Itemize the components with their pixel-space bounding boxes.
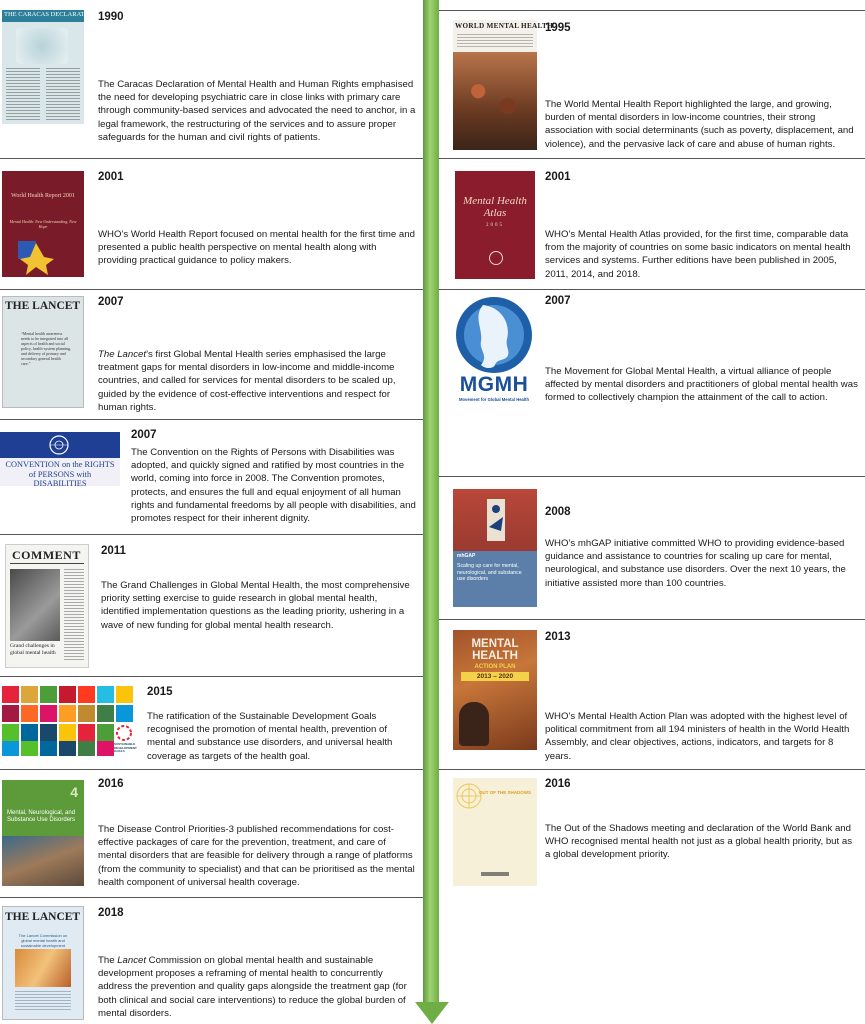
timeline-arrow-shaft <box>423 0 439 1004</box>
divider <box>0 419 423 420</box>
event-description: WHO’s Mental Health Action Plan was adopted with the highest level of political commitment from all 194 ministers of health in the World Health Assembly, and clear objectives, actions, indicators, and targets for 8 years. <box>545 711 850 762</box>
divider <box>0 158 423 159</box>
event-description: WHO’s Mental Health Atlas provided, for the first time, comparable data from the majority of countries on some basic indicators on mental health services and systems. Further editions have been published in 2005, 2011, 2014, and 2018. <box>545 229 851 280</box>
event-description: WHO’s mhGAP initiative committed WHO to providing evidence-based guidance and assistance to countries for scaling up care for mental, neurological, and substance use disorders. Over the next 10 years, the initiative assisted more than 100 countries. <box>545 538 846 589</box>
event-description: The Grand Challenges in Global Mental Health, the most comprehensive priority setting exercise to guide research in global mental health, identified implementation questions as the leading priority, ushering in a wave of new funding for global mental health research. <box>101 580 410 631</box>
event-year: 2018 <box>98 907 124 919</box>
divider <box>439 158 865 159</box>
world-health-report-2001-cover: World Health Report 2001 Mental Health: New Understanding, New Hope <box>2 171 84 277</box>
divider <box>439 476 865 477</box>
caracas-declaration-cover: THE CARACAS DECLARATION <box>2 10 84 124</box>
divider <box>439 769 865 770</box>
event-description: The Lancet’s first Global Mental Health series emphasised the large treatment gaps for mental disorders in low-income and middle-income countries, and called for services for mental disorders to be scaled up, guided by the evidence of cost-effective interventions and respect for human rights. <box>98 349 396 413</box>
crpd-cover: CONVENTION on the RIGHTS of PERSONS with DISABILITIES <box>0 432 120 486</box>
divider <box>439 10 865 11</box>
divider <box>0 769 423 770</box>
event-year: 2016 <box>98 778 124 790</box>
event-description: The ratification of the Sustainable Development Goals recognised the promotion of mental health, prevention of mental and substance use disorders, and universal health coverage as targets of the health goal. <box>147 711 393 762</box>
event-description: The Lancet Commission on global mental health and sustainable development proposes a reframing of mental health to concurrently address the prevention and quality gaps alongside the treatment gap (for both clinical and social care interventions) to reduce the global burden of mental disorders. <box>98 955 407 1019</box>
dcp3-cover: 4 Mental, Neurological, and Substance Use Disorders <box>2 780 84 886</box>
divider <box>439 619 865 620</box>
lancet-commission-cover: THE LANCET The Lancet Commission on global mental health and sustainable development <box>2 906 84 1020</box>
event-year: 2007 <box>131 429 157 441</box>
event-description: The Movement for Global Mental Health, a virtual alliance of people affected by mental disorders and practitioners of global mental health was formed to collectively champion the attainment of the call to action. <box>545 366 858 404</box>
event-year: 2016 <box>545 778 571 790</box>
lancet-series-cover: THE LANCET “Mental health awareness needs to be integrated into all aspects of health and social policy, health-system planning, and delivery of primary and secondary general health care.” <box>2 296 84 408</box>
divider <box>0 897 423 898</box>
event-description: The Out of the Shadows meeting and declaration of the World Bank and WHO recognised mental health not just as a global health priority, but as a global development priority. <box>545 823 852 861</box>
timeline-arrow-head <box>415 1002 449 1024</box>
event-year: 2007 <box>545 295 571 307</box>
event-year: 2015 <box>147 686 173 698</box>
event-year: 2007 <box>98 296 124 308</box>
divider <box>439 289 865 290</box>
event-description: The Caracas Declaration of Mental Health and Human Rights emphasised the need for developing psychiatric care in close links with primary care through community-based services and advocated the need to anchor, in a legal framework, the restructuring of the services and to assure proper safeguards for the human and civil rights of patients. <box>98 79 416 143</box>
event-year: 2011 <box>101 545 126 557</box>
divider <box>0 289 423 290</box>
event-description: The Disease Control Priorities-3 published recommendations for cost-effective packages of care for the prevention, treatment, and care of mental disorders that are feasible for delivery through a range of platforms (from the community to specialist) and that can be prioritised as the mental health component of universal health coverage. <box>98 824 415 888</box>
mental-health-action-plan-cover: MENTAL HEALTH ACTION PLAN 2013 – 2020 <box>453 630 537 750</box>
sdg-icons-grid: SUSTAINABLE DEVELOPMENT GOALS <box>2 686 135 758</box>
divider <box>0 534 423 535</box>
event-year: 2001 <box>545 171 571 183</box>
event-description: The World Mental Health Report highlighted the large, and growing, burden of mental disorders in low-income countries, their strong association with social determinants (such as poverty, displacement, and violence), and the pervasive lack of care and abuse of human rights. <box>545 99 854 150</box>
event-year: 1990 <box>98 11 124 23</box>
event-year: 2013 <box>545 631 571 643</box>
world-mental-health-report-cover: WORLD MENTAL HEALTH <box>453 20 537 150</box>
divider <box>0 676 423 677</box>
event-year: 1995 <box>545 22 571 34</box>
mental-health-atlas-cover: Mental Health Atlas 2005 <box>455 171 535 279</box>
event-description: The Convention on the Rights of Persons with Disabilities was adopted, and quickly signed and ratified by most countries in the world, coming into force in 2008. The Convention promotes, protects, and ensures the full and equal enjoyment of all human rights and fundamental freedoms by all people with disabilities, and promotes respect for their inherent dignity. <box>131 447 416 525</box>
event-description: WHO’s World Health Report focused on mental health for the first time and presented a public health perspective on mental health along with providing practical guidance to policy makers. <box>98 229 415 267</box>
mhgap-cover: mhGAP Scaling up care for mental, neurological, and substance use disorders <box>453 489 537 607</box>
grand-challenges-comment-cover: COMMENT Grand challenges in global mental health <box>5 544 89 668</box>
event-year: 2008 <box>545 506 571 518</box>
out-of-the-shadows-cover: OUT OF THE SHADOWS <box>453 778 537 886</box>
event-year: 2001 <box>98 171 124 183</box>
mgmh-logo: MGMH Movement for Global Mental Health <box>451 295 537 407</box>
